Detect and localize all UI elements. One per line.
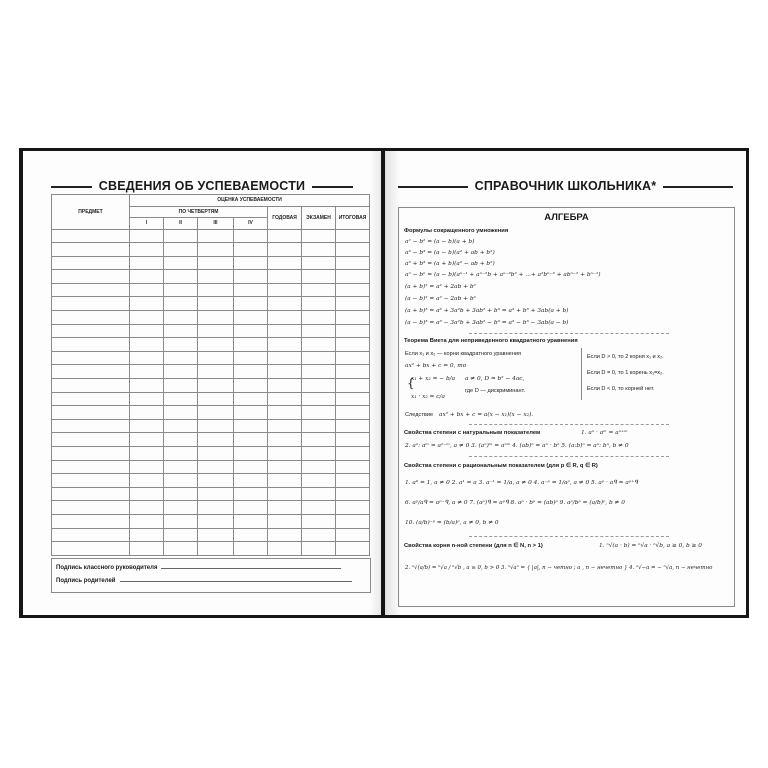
table-row (52, 528, 370, 542)
grade-cell[interactable] (336, 256, 370, 270)
formula: 2. aⁿ: aᵐ = aⁿ⁻ᵐ, a ≠ 0 3. (aⁿ)ᵐ = aⁿᵐ 4. (ab)ⁿ = aⁿ · bⁿ 5. (a:b)ⁿ = aⁿ: bⁿ, b ≠ 0 (405, 443, 629, 449)
formula: a ≠ 0, D = b² − 4ac, (465, 376, 525, 382)
grade-cell[interactable] (268, 256, 302, 270)
subject-cell[interactable] (52, 460, 130, 474)
grade-cell[interactable] (268, 460, 302, 474)
grade-cell[interactable] (336, 365, 370, 379)
subject-cell[interactable] (52, 542, 130, 556)
col-exam: ЭКЗАМЕН (302, 206, 336, 229)
table-row (52, 406, 370, 420)
grade-cell[interactable] (336, 528, 370, 542)
section-title: Теорема Виета для неприведенного квадратного уравнения (404, 338, 578, 344)
grade-cell[interactable] (130, 447, 164, 461)
formula: (a − b)² = a² − 2ab + b² (405, 296, 476, 302)
grade-cell[interactable] (302, 474, 336, 488)
grade-cell[interactable] (234, 297, 268, 311)
col-subject: ПРЕДМЕТ (52, 195, 130, 230)
text: Если D = 0, то 1 корень x₁=x₂. (587, 370, 664, 376)
grade-cell[interactable] (130, 514, 164, 528)
grade-cell[interactable] (130, 324, 164, 338)
grade-cell[interactable] (268, 474, 302, 488)
grade-cell[interactable] (198, 447, 234, 461)
col-grades: ОЦЕНКА УСПЕВАЕМОСТИ (130, 195, 370, 207)
grade-cell[interactable] (302, 283, 336, 297)
subject-cell[interactable] (52, 514, 130, 528)
grade-cell[interactable] (164, 229, 198, 243)
grade-cell[interactable] (268, 311, 302, 325)
grade-cell[interactable] (302, 243, 336, 257)
section-title: Свойства степени с рациональным показателем (для p ∈ R, q ∈ R) (404, 463, 598, 469)
grade-cell[interactable] (234, 487, 268, 501)
table-row (52, 297, 370, 311)
right-page-title-row (385, 179, 746, 193)
grade-cell[interactable] (302, 338, 336, 352)
grade-cell[interactable] (302, 514, 336, 528)
table-row (52, 474, 370, 488)
grade-cell[interactable] (336, 542, 370, 556)
col-q2: II (164, 218, 198, 230)
grade-cell[interactable] (302, 501, 336, 515)
grade-cell[interactable] (130, 542, 164, 556)
grade-cell[interactable] (268, 270, 302, 284)
grade-cell[interactable] (130, 243, 164, 257)
subject-cell[interactable] (52, 392, 130, 406)
grade-cell[interactable] (130, 406, 164, 420)
col-q1: I (130, 218, 164, 230)
grade-cell[interactable] (198, 406, 234, 420)
table-row (52, 311, 370, 325)
grade-cell[interactable] (268, 338, 302, 352)
grade-cell[interactable] (164, 324, 198, 338)
grade-cell[interactable] (234, 351, 268, 365)
grade-cell[interactable] (198, 270, 234, 284)
grade-cell[interactable] (198, 243, 234, 257)
grade-cell[interactable] (164, 311, 198, 325)
subject-cell[interactable] (52, 270, 130, 284)
subject-cell[interactable] (52, 406, 130, 420)
grade-cell[interactable] (268, 379, 302, 393)
table-row (52, 365, 370, 379)
grade-cell[interactable] (234, 379, 268, 393)
text: Если D > 0, то 2 корня x₁ и x₂. (587, 354, 664, 360)
table-row (52, 338, 370, 352)
table-row (52, 501, 370, 515)
formula: a² − b² = (a − b)(a + b) (405, 239, 475, 245)
table-row (52, 447, 370, 461)
col-q4: IV (234, 218, 268, 230)
grade-cell[interactable] (336, 474, 370, 488)
grade-cell[interactable] (164, 379, 198, 393)
table-row (52, 324, 370, 338)
table-row (52, 283, 370, 297)
formula: aⁿ − bⁿ = (a − b)(aⁿ⁻¹ + aⁿ⁻²b + aⁿ⁻³b² + ...+ a²bⁿ⁻³ + abⁿ⁻² + bⁿ⁻¹) (405, 272, 601, 278)
formula: 1. aⁿ · aᵐ = aⁿ⁺ᵐ (581, 430, 628, 436)
formula: (a − b)³ = a³ − 3a²b + 3ab² − b³ = a³ − b³ − 3ab(a − b) (405, 320, 569, 326)
formula: x₁ · x₂ = c/a (411, 394, 445, 400)
grade-cell[interactable] (130, 419, 164, 433)
book-spine (370, 151, 400, 615)
subject-cell[interactable] (52, 311, 130, 325)
grade-cell[interactable] (302, 460, 336, 474)
grade-cell[interactable] (302, 433, 336, 447)
grade-cell[interactable] (198, 351, 234, 365)
page-title: СПРАВОЧНИК ШКОЛЬНИКА* (468, 179, 664, 193)
grade-cell[interactable] (164, 392, 198, 406)
left-page (23, 151, 381, 615)
separator (581, 348, 582, 400)
grade-cell[interactable] (234, 324, 268, 338)
grade-cell[interactable] (234, 433, 268, 447)
subject-cell[interactable] (52, 324, 130, 338)
subject-cell[interactable] (52, 447, 130, 461)
grade-cell[interactable] (130, 365, 164, 379)
subject-cell[interactable] (52, 379, 130, 393)
grade-cell[interactable] (336, 243, 370, 257)
grade-cell[interactable] (198, 311, 234, 325)
grade-cell[interactable] (164, 270, 198, 284)
grade-cell[interactable] (336, 311, 370, 325)
grade-cell[interactable] (336, 379, 370, 393)
grade-cell[interactable] (164, 256, 198, 270)
grade-cell[interactable] (164, 487, 198, 501)
grade-cell[interactable] (234, 474, 268, 488)
grade-cell[interactable] (302, 447, 336, 461)
table-row (52, 270, 370, 284)
grade-cell[interactable] (130, 487, 164, 501)
grade-cell[interactable] (268, 433, 302, 447)
grade-cell[interactable] (302, 229, 336, 243)
grade-cell[interactable] (130, 256, 164, 270)
formula: ax² + bx + c = 0, то (405, 363, 467, 369)
grade-cell[interactable] (164, 447, 198, 461)
grade-cell[interactable] (130, 229, 164, 243)
grade-cell[interactable] (234, 283, 268, 297)
table-row (52, 256, 370, 270)
grade-cell[interactable] (302, 542, 336, 556)
table-row (52, 243, 370, 257)
grade-cell[interactable] (234, 243, 268, 257)
grade-cell[interactable] (130, 528, 164, 542)
grade-cell[interactable] (268, 406, 302, 420)
grade-cell[interactable] (234, 501, 268, 515)
grade-cell[interactable] (302, 406, 336, 420)
table-row (52, 542, 370, 556)
table-row (52, 229, 370, 243)
grade-cell[interactable] (302, 379, 336, 393)
grade-cell[interactable] (268, 528, 302, 542)
grade-cell[interactable] (164, 419, 198, 433)
grade-cell[interactable] (130, 351, 164, 365)
divider (469, 424, 669, 425)
text: Если x₁ и x₂ — корни квадратного уравнения (405, 351, 522, 357)
grade-cell[interactable] (336, 433, 370, 447)
grade-cell[interactable] (302, 487, 336, 501)
table-row (52, 514, 370, 528)
grade-cell[interactable] (130, 270, 164, 284)
formula: a³ − b³ = (a − b)(a² + ab + b²) (405, 250, 495, 256)
grade-cell[interactable] (302, 311, 336, 325)
subject-cell[interactable] (52, 419, 130, 433)
subject-cell[interactable] (52, 351, 130, 365)
grade-cell[interactable] (302, 365, 336, 379)
grade-cell[interactable] (268, 514, 302, 528)
grade-cell[interactable] (130, 392, 164, 406)
grade-cell[interactable] (164, 528, 198, 542)
grade-cell[interactable] (198, 542, 234, 556)
col-quarters: ПО ЧЕТВЕРТЯМ (130, 206, 268, 218)
grade-cell[interactable] (164, 474, 198, 488)
grade-cell[interactable] (164, 283, 198, 297)
grade-cell[interactable] (198, 283, 234, 297)
grade-cell[interactable] (164, 338, 198, 352)
grade-cell[interactable] (198, 338, 234, 352)
grade-cell[interactable] (302, 256, 336, 270)
subject-cell[interactable] (52, 229, 130, 243)
grade-cell[interactable] (302, 297, 336, 311)
grade-cell[interactable] (268, 283, 302, 297)
grade-cell[interactable] (234, 406, 268, 420)
signature-box (51, 558, 371, 593)
grade-cell[interactable] (268, 365, 302, 379)
grade-cell[interactable] (164, 243, 198, 257)
grade-cell[interactable] (198, 487, 234, 501)
signature-parents-line[interactable] (120, 581, 352, 582)
grade-cell[interactable] (336, 297, 370, 311)
grade-cell[interactable] (302, 528, 336, 542)
grade-cell[interactable] (302, 392, 336, 406)
section-title: Формулы сокращенного умножения (404, 228, 509, 234)
grade-cell[interactable] (198, 514, 234, 528)
formula: x₁ + x₂ = − b/a (411, 376, 456, 382)
grade-cell[interactable] (336, 460, 370, 474)
grade-cell[interactable] (234, 392, 268, 406)
signature-teacher-row (56, 565, 341, 571)
grade-cell[interactable] (130, 379, 164, 393)
grade-cell[interactable] (234, 542, 268, 556)
col-year: ГОДОВАЯ (268, 206, 302, 229)
grade-cell[interactable] (336, 447, 370, 461)
formula: a³ + b³ = (a + b)(a² − ab + b²) (405, 261, 495, 267)
col-final: ИТОГОВАЯ (336, 206, 370, 229)
left-page-title-row (23, 179, 381, 193)
grade-cell[interactable] (164, 433, 198, 447)
formula: 1. ⁿ√(a · b) = ⁿ√a · ⁿ√b, a ≥ 0, b ≥ 0 (599, 543, 702, 549)
formula: (a + b)³ = a³ + 3a²b + 3ab² + b³ = a³ + b³ + 3ab(a + b) (405, 308, 569, 314)
subject-cell[interactable] (52, 433, 130, 447)
brace: { (407, 376, 415, 390)
signature-teacher-line[interactable] (161, 568, 341, 569)
col-q3: III (198, 218, 234, 230)
grade-cell[interactable] (198, 528, 234, 542)
grade-cell[interactable] (268, 392, 302, 406)
grade-cell[interactable] (164, 501, 198, 515)
divider (469, 333, 669, 334)
grade-cell[interactable] (336, 487, 370, 501)
grade-cell[interactable] (198, 379, 234, 393)
grade-cell[interactable] (198, 474, 234, 488)
grade-cell[interactable] (164, 297, 198, 311)
grade-cell[interactable] (234, 514, 268, 528)
grade-cell[interactable] (336, 514, 370, 528)
grades-table (51, 194, 370, 556)
table-row (52, 433, 370, 447)
signature-parents-row (56, 578, 352, 584)
subject-cell[interactable] (52, 338, 130, 352)
grade-cell[interactable] (302, 270, 336, 284)
grade-cell[interactable] (198, 460, 234, 474)
grade-cell[interactable] (130, 338, 164, 352)
grade-cell[interactable] (130, 283, 164, 297)
grade-cell[interactable] (302, 351, 336, 365)
grade-cell[interactable] (198, 392, 234, 406)
grade-cell[interactable] (268, 243, 302, 257)
formula: 10. (a/b)⁻ᵖ = (b/a)ᵖ, a ≠ 0, b ≠ 0 (405, 520, 499, 526)
grade-cell[interactable] (336, 406, 370, 420)
signature-teacher-label: Подпись классного руководителя (56, 565, 158, 571)
table-row (52, 351, 370, 365)
table-row (52, 392, 370, 406)
subject-cell[interactable] (52, 501, 130, 515)
grade-cell[interactable] (336, 392, 370, 406)
grade-cell[interactable] (130, 474, 164, 488)
subject-cell[interactable] (52, 365, 130, 379)
grade-cell[interactable] (130, 297, 164, 311)
grade-cell[interactable] (336, 419, 370, 433)
grade-cell[interactable] (302, 419, 336, 433)
grade-cell[interactable] (164, 542, 198, 556)
subject-cell[interactable] (52, 474, 130, 488)
grade-cell[interactable] (268, 297, 302, 311)
grade-cell[interactable] (164, 514, 198, 528)
grade-cell[interactable] (198, 256, 234, 270)
grade-cell[interactable] (198, 229, 234, 243)
grade-cell[interactable] (336, 351, 370, 365)
grade-cell[interactable] (268, 487, 302, 501)
grade-cell[interactable] (268, 447, 302, 461)
grade-cell[interactable] (234, 419, 268, 433)
reference-box (398, 207, 735, 607)
subject-cell[interactable] (52, 528, 130, 542)
grade-cell[interactable] (268, 229, 302, 243)
grade-cell[interactable] (336, 229, 370, 243)
subject-cell[interactable] (52, 283, 130, 297)
page-title: СВЕДЕНИЯ ОБ УСПЕВАЕМОСТИ (92, 179, 312, 193)
divider (469, 536, 669, 537)
grade-cell[interactable] (268, 324, 302, 338)
grade-cell[interactable] (268, 542, 302, 556)
grade-cell[interactable] (336, 270, 370, 284)
subject-cell[interactable] (52, 256, 130, 270)
grade-cell[interactable] (302, 324, 336, 338)
grade-cell[interactable] (198, 419, 234, 433)
grade-cell[interactable] (198, 501, 234, 515)
grade-cell[interactable] (198, 297, 234, 311)
grade-cell[interactable] (130, 460, 164, 474)
formula: (a + b)² = a² + 2ab + b² (405, 284, 476, 290)
grade-cell[interactable] (234, 528, 268, 542)
grade-cell[interactable] (234, 460, 268, 474)
grade-cell[interactable] (336, 501, 370, 515)
section-title: Свойства корня n-ной степени (для n ∈ N, n > 1) (404, 543, 543, 549)
grade-cell[interactable] (198, 324, 234, 338)
table-row (52, 487, 370, 501)
grade-cell[interactable] (198, 365, 234, 379)
grade-cell[interactable] (130, 311, 164, 325)
signature-parents-label: Подпись родителей (56, 578, 116, 584)
subject-cell[interactable] (52, 243, 130, 257)
section-title: Свойства степени с натуральным показателем (404, 430, 541, 436)
grade-cell[interactable] (130, 501, 164, 515)
grade-cell[interactable] (336, 324, 370, 338)
grades-body (52, 229, 370, 555)
grade-cell[interactable] (164, 460, 198, 474)
grade-cell[interactable] (268, 501, 302, 515)
formula: 2. ⁿ√(a/b) = ⁿ√a / ⁿ√b , a ≥ 0, b > 0 3. ⁿ√aⁿ = { |a|, n − четно ; a , n − нечетно } 4. ⁿ√−a = − ⁿ√a, n − нечетно (405, 565, 713, 571)
grade-cell[interactable] (336, 338, 370, 352)
text: Если D < 0, то корней нет. (587, 386, 655, 392)
grade-cell[interactable] (198, 433, 234, 447)
grade-cell[interactable] (164, 406, 198, 420)
section-heading: АЛГЕБРА (544, 212, 589, 223)
divider (469, 456, 669, 457)
table-row (52, 379, 370, 393)
text: Следствие (405, 412, 434, 418)
grade-cell[interactable] (164, 365, 198, 379)
grade-cell[interactable] (234, 256, 268, 270)
grade-cell[interactable] (234, 447, 268, 461)
grade-cell[interactable] (164, 351, 198, 365)
formula: 1. a⁰ = 1, a ≠ 0 2. a¹ = a 3. a⁻¹ = 1/a, a ≠ 0 4. a⁻ᵖ = 1/aᵖ, a ≠ 0 5. aᵖ · aᑫ = aᵖ⁺ᑫ (405, 480, 638, 486)
grade-cell[interactable] (234, 311, 268, 325)
grade-cell[interactable] (268, 351, 302, 365)
text: где D — дискриминант. (465, 388, 526, 394)
grade-cell[interactable] (234, 338, 268, 352)
subject-cell[interactable] (52, 297, 130, 311)
table-row (52, 419, 370, 433)
right-page (385, 151, 746, 615)
grade-cell[interactable] (336, 283, 370, 297)
table-row (52, 460, 370, 474)
formula: 6. aᵖ/aᑫ = aᵖ⁻ᑫ, a ≠ 0 7. (aᵖ)ᑫ = aᵖᑫ 8. aᵖ · bᵖ = (ab)ᵖ 9. aᵖ/bᵖ = (a/b)ᵖ, b ≠ 0 (405, 500, 625, 506)
grade-cell[interactable] (130, 433, 164, 447)
subject-cell[interactable] (52, 487, 130, 501)
grade-cell[interactable] (234, 229, 268, 243)
grade-cell[interactable] (234, 365, 268, 379)
formula: ax² + bx + c = a(x − x₁)(x − x₂). (439, 412, 534, 418)
grade-cell[interactable] (268, 419, 302, 433)
grade-cell[interactable] (234, 270, 268, 284)
